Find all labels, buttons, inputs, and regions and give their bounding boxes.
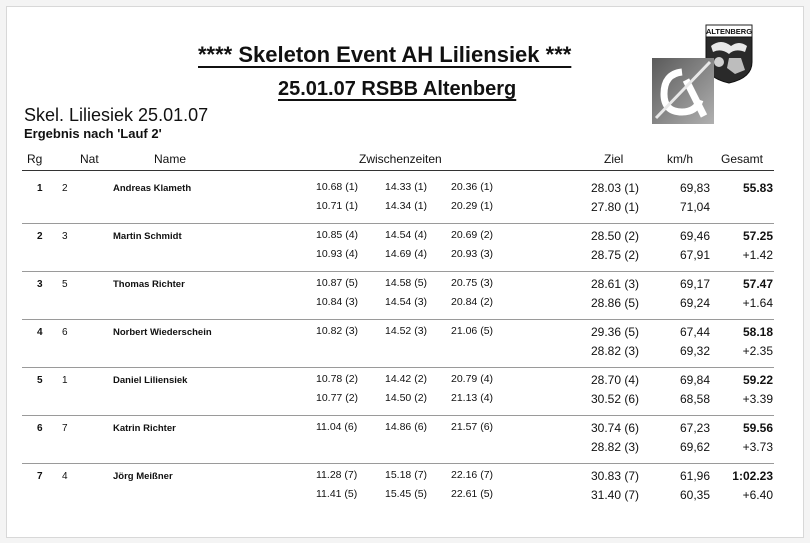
nat-cell: 6 bbox=[62, 327, 68, 338]
split-2-cell: 14.52 (3) bbox=[385, 325, 428, 337]
total-time-cell: 1:02.23 bbox=[732, 469, 773, 483]
header-rule bbox=[22, 170, 774, 171]
row-divider bbox=[22, 367, 774, 368]
athlete-name: Thomas Richter bbox=[113, 279, 185, 290]
finish-time-cell: 28.03 (1) bbox=[591, 181, 640, 195]
gap-cell: +3.73 bbox=[742, 440, 773, 454]
split-3-cell: 20.69 (2) bbox=[451, 229, 494, 241]
split-3-cell: 21.57 (6) bbox=[451, 421, 494, 433]
athlete-name: Katrin Richter bbox=[113, 423, 176, 434]
header-rank: Rg bbox=[27, 152, 43, 166]
header-speed: km/h bbox=[667, 152, 694, 166]
split-3-cell: 20.75 (3) bbox=[451, 277, 494, 289]
speed-cell: 69,32 bbox=[680, 344, 711, 358]
rank-cell: 6 bbox=[37, 423, 43, 434]
event-date-venue: 25.01.07 RSBB Altenberg bbox=[278, 78, 517, 100]
athlete-name: Daniel Liliensiek bbox=[113, 375, 188, 386]
split-2-cell: 14.69 (4) bbox=[385, 248, 428, 260]
split-1-cell: 11.28 (7) bbox=[316, 469, 358, 481]
speed-cell: 68,58 bbox=[680, 392, 711, 406]
speed-cell: 67,44 bbox=[680, 325, 711, 339]
nat-cell: 2 bbox=[62, 183, 68, 194]
row-divider bbox=[22, 415, 774, 416]
athlete-name: Martin Schmidt bbox=[113, 231, 182, 242]
rank-cell: 1 bbox=[37, 183, 43, 194]
total-time-cell: 58.18 bbox=[742, 325, 773, 339]
split-1-cell: 10.84 (3) bbox=[316, 296, 359, 308]
nat-cell: 3 bbox=[62, 231, 68, 242]
race-subtitle: Skel. Liliesiek 25.01.07 bbox=[24, 105, 209, 125]
nat-cell: 4 bbox=[62, 471, 68, 482]
rank-cell: 3 bbox=[37, 279, 43, 290]
split-2-cell: 14.58 (5) bbox=[385, 277, 428, 289]
athlete-name: Norbert Wiederschein bbox=[113, 327, 212, 338]
finish-time-cell: 28.61 (3) bbox=[591, 277, 640, 291]
split-2-cell: 15.18 (7) bbox=[385, 469, 428, 481]
split-3-cell: 21.13 (4) bbox=[451, 392, 494, 404]
speed-cell: 69,83 bbox=[680, 181, 711, 195]
split-2-cell: 14.50 (2) bbox=[385, 392, 428, 404]
crest-text: ALTENBERG bbox=[705, 27, 753, 36]
gap-cell: +1.42 bbox=[742, 248, 773, 262]
rsbb-logo bbox=[652, 58, 714, 124]
speed-cell: 69,24 bbox=[680, 296, 711, 310]
split-2-cell: 14.86 (6) bbox=[385, 421, 428, 433]
nat-cell: 7 bbox=[62, 423, 68, 434]
speed-cell: 69,17 bbox=[680, 277, 711, 291]
nat-cell: 1 bbox=[62, 375, 68, 386]
speed-cell: 69,62 bbox=[680, 440, 711, 454]
rank-cell: 7 bbox=[37, 471, 43, 482]
split-3-cell: 20.93 (3) bbox=[451, 248, 494, 260]
header-finish: Ziel bbox=[604, 152, 624, 166]
split-1-cell: 10.82 (3) bbox=[316, 325, 359, 337]
total-time-cell: 57.47 bbox=[742, 277, 773, 291]
finish-time-cell: 27.80 (1) bbox=[591, 200, 640, 214]
speed-cell: 60,35 bbox=[680, 488, 711, 502]
split-1-cell: 10.87 (5) bbox=[316, 277, 359, 289]
split-2-cell: 14.54 (3) bbox=[385, 296, 428, 308]
gap-cell: +1.64 bbox=[742, 296, 773, 310]
athlete-name: Jörg Meißner bbox=[113, 471, 173, 482]
split-1-cell: 11.04 (6) bbox=[316, 421, 358, 433]
split-1-cell: 10.93 (4) bbox=[316, 248, 359, 260]
split-2-cell: 15.45 (5) bbox=[385, 488, 428, 500]
split-3-cell: 20.79 (4) bbox=[451, 373, 494, 385]
split-1-cell: 10.77 (2) bbox=[316, 392, 359, 404]
total-time-cell: 59.22 bbox=[742, 373, 773, 387]
header-name: Name bbox=[154, 152, 187, 166]
finish-time-cell: 28.75 (2) bbox=[591, 248, 640, 262]
finish-time-cell: 30.74 (6) bbox=[591, 421, 640, 435]
header-nat: Nat bbox=[80, 152, 99, 166]
split-2-cell: 14.42 (2) bbox=[385, 373, 428, 385]
split-2-cell: 14.54 (4) bbox=[385, 229, 428, 241]
result-label: Ergebnis nach 'Lauf 2' bbox=[24, 126, 162, 141]
split-3-cell: 22.61 (5) bbox=[451, 488, 494, 500]
split-3-cell: 21.06 (5) bbox=[451, 325, 494, 337]
finish-time-cell: 30.83 (7) bbox=[591, 469, 640, 483]
row-divider bbox=[22, 319, 774, 320]
split-3-cell: 20.84 (2) bbox=[451, 296, 494, 308]
finish-time-cell: 28.70 (4) bbox=[591, 373, 640, 387]
split-1-cell: 10.85 (4) bbox=[316, 229, 359, 241]
split-3-cell: 20.29 (1) bbox=[451, 200, 494, 212]
split-1-cell: 11.41 (5) bbox=[316, 488, 358, 500]
header-total: Gesamt bbox=[721, 152, 764, 166]
split-1-cell: 10.71 (1) bbox=[316, 200, 359, 212]
split-3-cell: 22.16 (7) bbox=[451, 469, 494, 481]
finish-time-cell: 31.40 (7) bbox=[591, 488, 640, 502]
event-title: **** Skeleton Event AH Liliensiek *** bbox=[198, 42, 572, 67]
row-divider bbox=[22, 271, 774, 272]
split-2-cell: 14.33 (1) bbox=[385, 181, 428, 193]
finish-time-cell: 28.50 (2) bbox=[591, 229, 640, 243]
finish-time-cell: 28.86 (5) bbox=[591, 296, 640, 310]
split-3-cell: 20.36 (1) bbox=[451, 181, 494, 193]
speed-cell: 67,91 bbox=[680, 248, 711, 262]
finish-time-cell: 28.82 (3) bbox=[591, 440, 640, 454]
speed-cell: 61,96 bbox=[680, 469, 711, 483]
gap-cell: +6.40 bbox=[742, 488, 773, 502]
row-divider bbox=[22, 223, 774, 224]
gap-cell: +2.35 bbox=[742, 344, 773, 358]
split-1-cell: 10.68 (1) bbox=[316, 181, 359, 193]
split-2-cell: 14.34 (1) bbox=[385, 200, 428, 212]
rank-cell: 5 bbox=[37, 375, 43, 386]
rank-cell: 2 bbox=[37, 231, 43, 242]
total-time-cell: 55.83 bbox=[742, 181, 773, 195]
speed-cell: 67,23 bbox=[680, 421, 711, 435]
total-time-cell: 59.56 bbox=[742, 421, 773, 435]
speed-cell: 69,84 bbox=[680, 373, 711, 387]
header-splits: Zwischenzeiten bbox=[359, 152, 442, 166]
rank-cell: 4 bbox=[37, 327, 43, 338]
finish-time-cell: 30.52 (6) bbox=[591, 392, 640, 406]
finish-time-cell: 28.82 (3) bbox=[591, 344, 640, 358]
finish-time-cell: 29.36 (5) bbox=[591, 325, 640, 339]
athlete-name: Andreas Klameth bbox=[113, 183, 192, 194]
split-1-cell: 10.78 (2) bbox=[316, 373, 359, 385]
row-divider bbox=[22, 463, 774, 464]
total-time-cell: 57.25 bbox=[742, 229, 773, 243]
speed-cell: 69,46 bbox=[680, 229, 711, 243]
speed-cell: 71,04 bbox=[680, 200, 711, 214]
nat-cell: 5 bbox=[62, 279, 68, 290]
gap-cell: +3.39 bbox=[742, 392, 773, 406]
